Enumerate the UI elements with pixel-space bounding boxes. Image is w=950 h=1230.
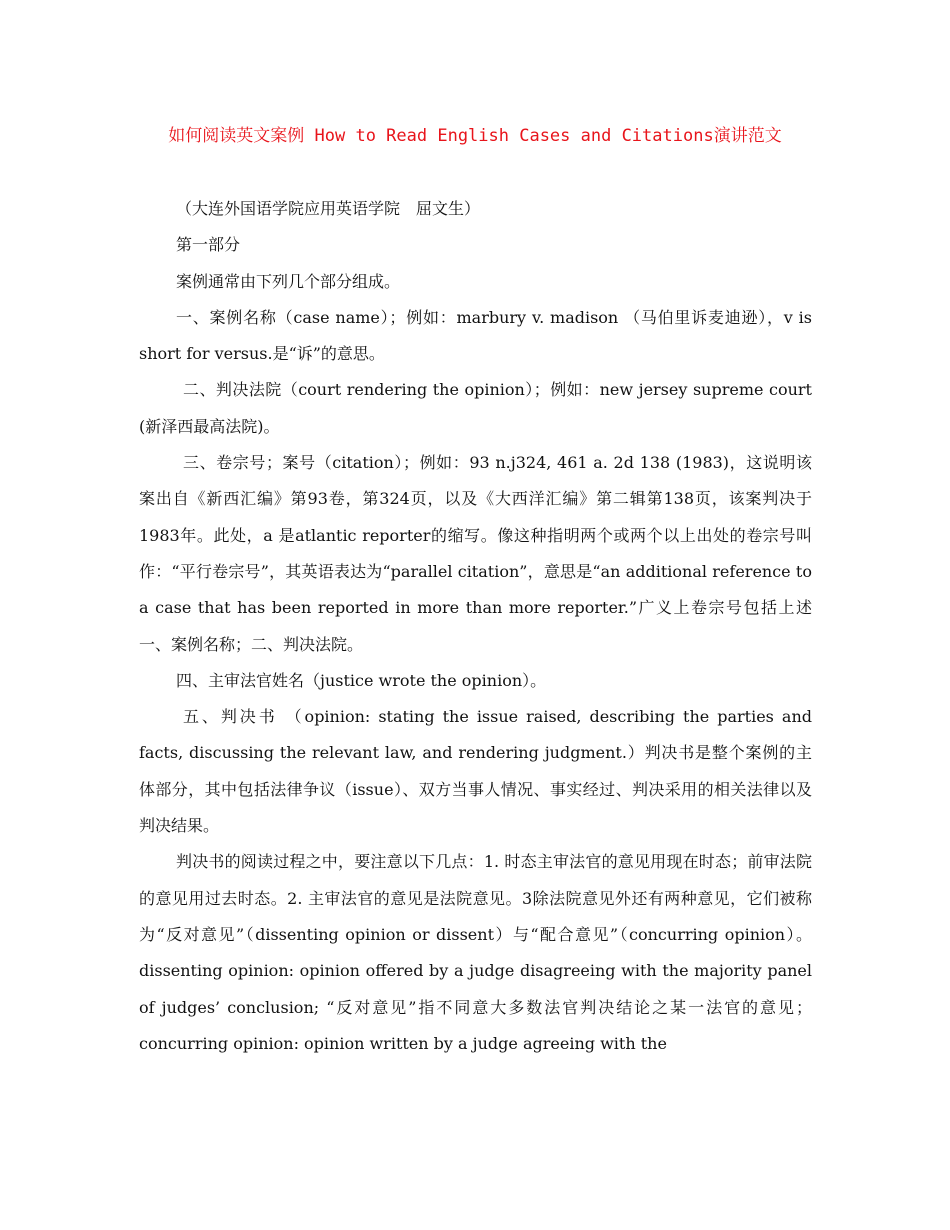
- paragraph-court: 二、判决法院（court rendering the opinion）；例如：new jersey supreme court (新泽西最高法院)。: [139, 380, 812, 436]
- intro-paragraph: 案例通常由下列几个部分组成。: [176, 271, 401, 291]
- author-line: （大连外国语学院应用英语学院 屈文生）: [176, 199, 481, 218]
- section-heading: 第一部分: [176, 235, 241, 255]
- paragraph-case-name: 一、案例名称（case name）；例如：marbury v. madison （马伯里诉麦迪逊），v is short for versus.是“诉”的意思。: [139, 307, 812, 364]
- document-title: 如何阅读英文案例 How to Read English Cases and Citations演讲范文: [168, 126, 782, 146]
- paragraph-opinion: 五、判决书 （opinion: stating the issue raised, describing the parties and facts, discussing the relevant law, and rendering judgment.）判决书是整个案例的主体部分，其中包括法律争议（issue）、双方当事人情况、事实经过、判决采用的相关法律以及判决结果。: [139, 707, 812, 836]
- paragraph-justice: 四、主审法官姓名（justice wrote the opinion）。: [176, 670, 547, 690]
- paragraph-reading-notes: 判决书的阅读过程之中，要注意以下几点：1. 时态主审法官的意见用现在时态；前审法院的意见用过去时态。2. 主审法官的意见是法院意见。3除法院意见外还有两种意见，它们被称为“反对意见”（dissenting opinion or dissent）与“配合意见”（concurring opinion）。dissenting opinion: opinion offered by a judge disagreeing with the majority panel of judges’ conclusion; “反对意见”指不同意大多数法官判决结论之某一法官的意见；concurring opinion: opinion written by a judge agreeing with the: [139, 852, 812, 1053]
- paragraph-citation: 三、卷宗号；案号（citation）；例如：93 n.j324, 461 a. 2d 138 (1983)，这说明该案出自《新西汇编》第93卷，第324页，以及《大西洋汇编》第二辑第138页，该案判决于1983年。此处，a 是atlantic reporter的缩写。像这种指明两个或两个以上出处的卷宗号叫作：“平行卷宗号”，其英语表达为“parallel citation”，意思是“an additional reference to a case that has been reported in more than more reporter.”广义上卷宗号包括上述一、案例名称；二、判决法院。: [139, 453, 812, 654]
- document-body: [139, 191, 812, 1062]
